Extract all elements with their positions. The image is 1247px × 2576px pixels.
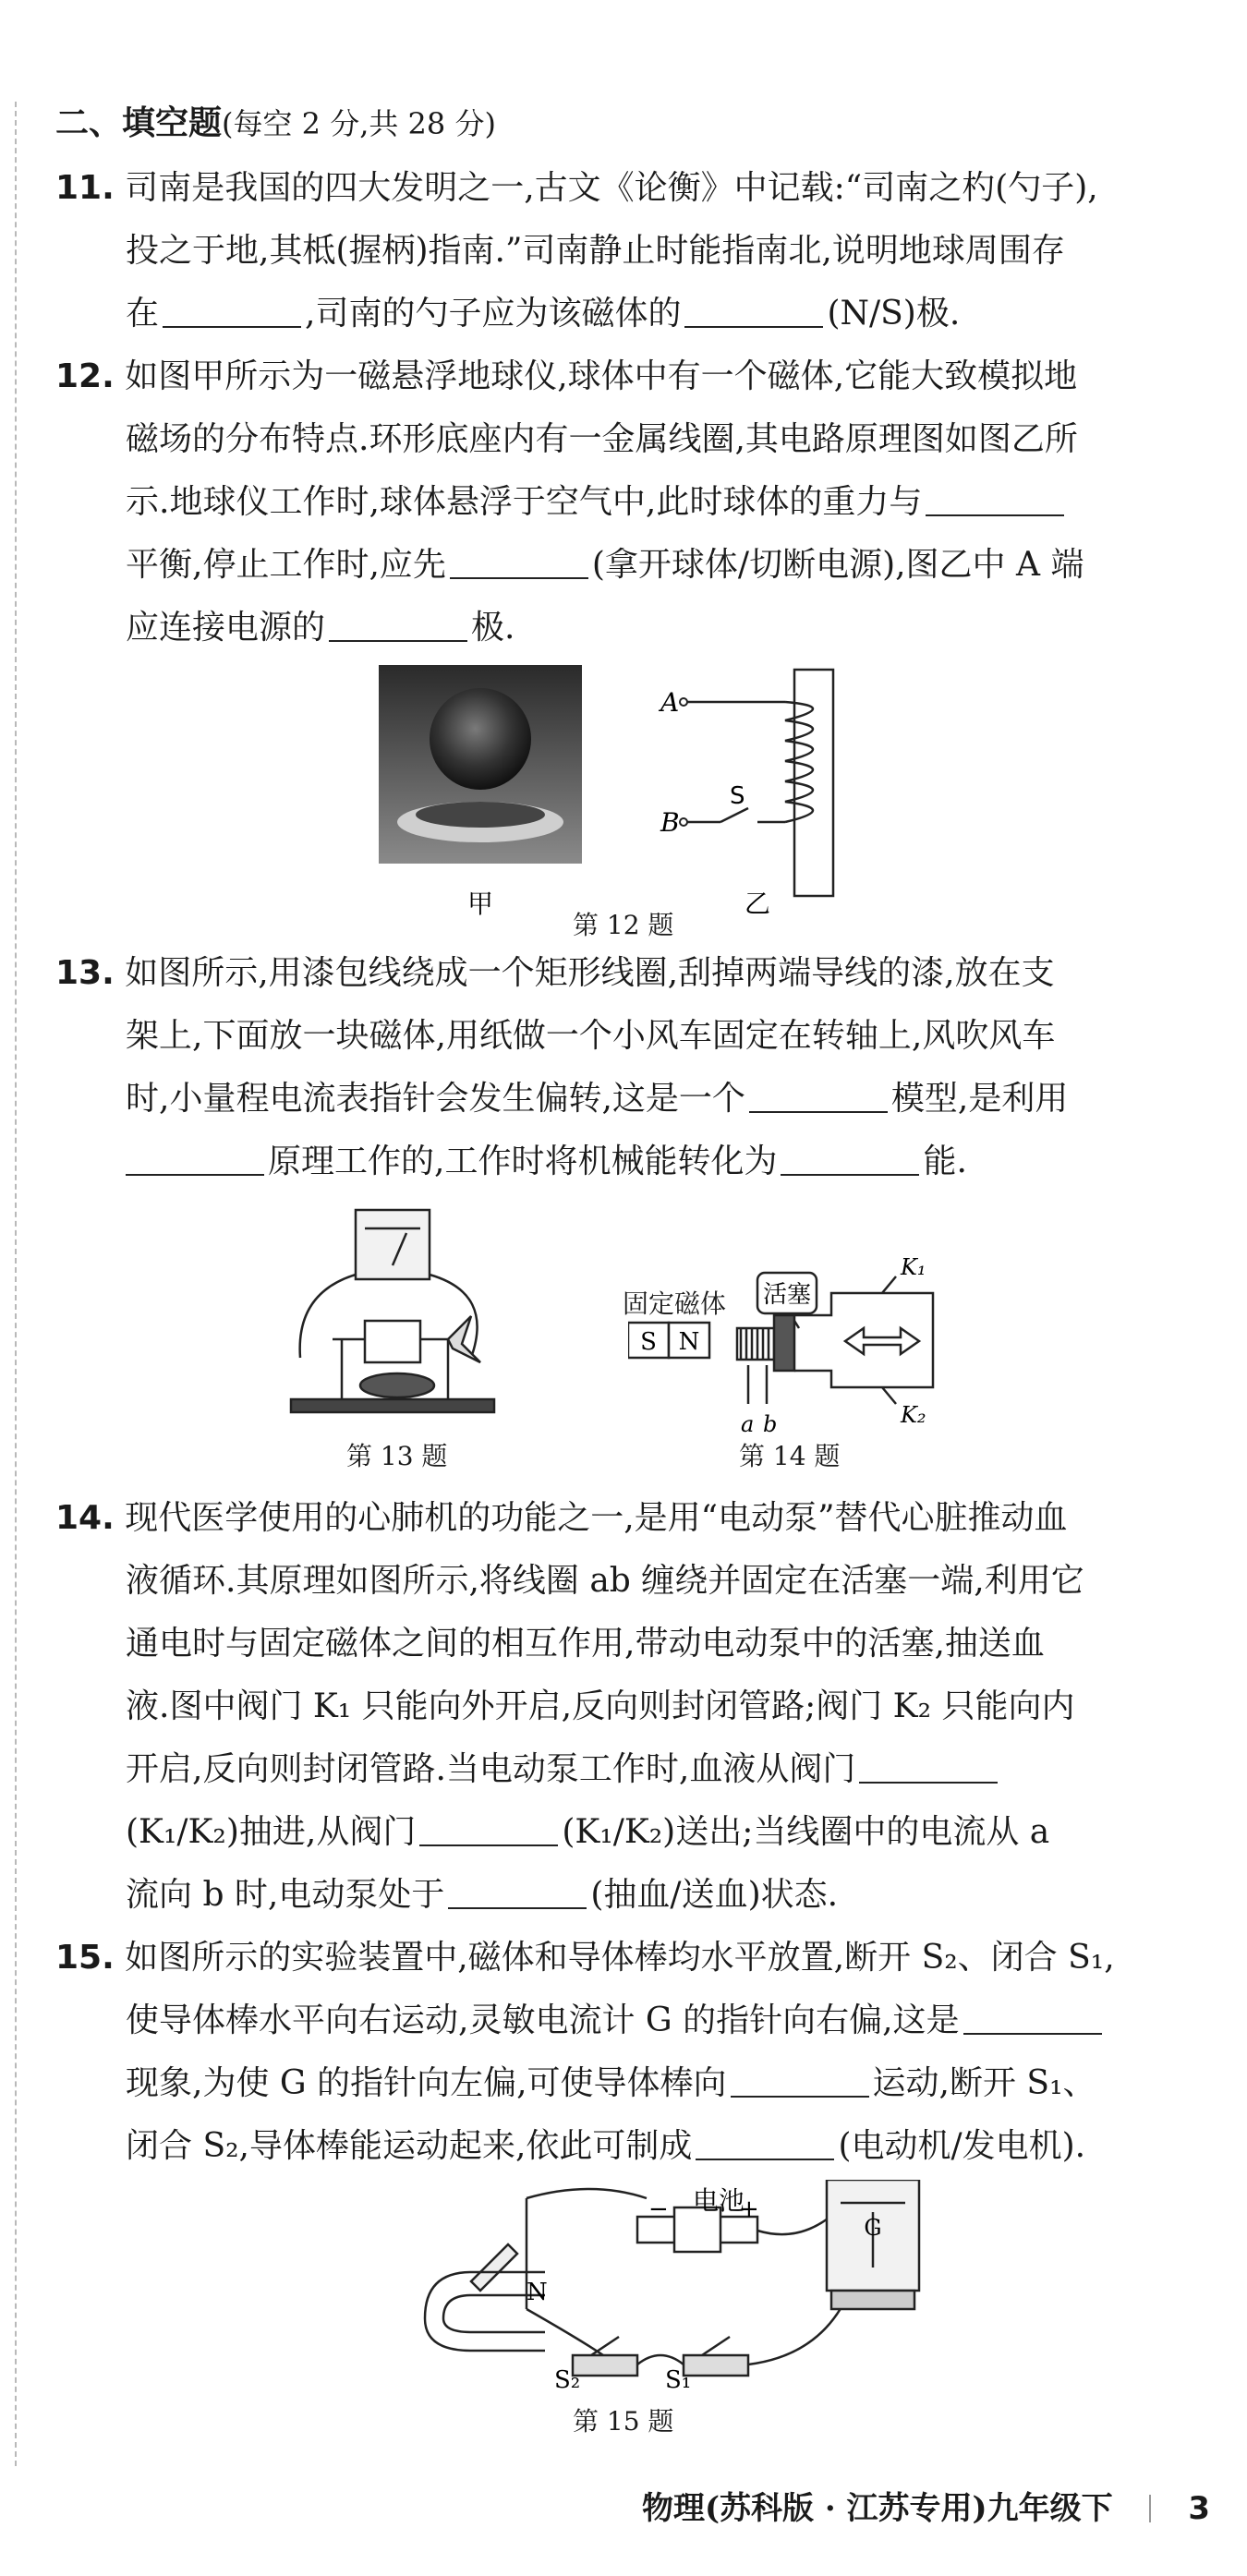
q15-text-4a: 闭合 S₂,导体棒能运动起来,依此可制成	[126, 2127, 693, 2165]
q13-text-4b: 原理工作的,工作时将机械能转化为	[268, 1143, 778, 1180]
q15-line-2	[126, 1999, 1106, 2043]
q15-label-plus: +	[739, 2195, 759, 2223]
q15-caption: 第 15 题	[573, 2406, 674, 2437]
q14-text-6b: (K₁/K₂)送出;当线圈中的电流从 a	[562, 1813, 1050, 1851]
q13-line-1	[55, 951, 1055, 996]
q14-line-5	[126, 1748, 1001, 1792]
q12-line-3	[126, 480, 1068, 525]
q15-figure	[406, 2180, 942, 2392]
q14-label-K1: K₁	[901, 1256, 926, 1280]
page-number: 3	[1188, 2490, 1210, 2527]
q14-label-b: b	[763, 1411, 778, 1437]
q12-line-1	[55, 355, 1077, 399]
q15-line-4	[126, 2124, 1085, 2169]
q12-label-S: S	[730, 782, 745, 810]
q14-number: 14.	[55, 1499, 115, 1537]
q12-line-4	[126, 543, 1084, 587]
section-note: (每空 2 分,共 28 分)	[222, 106, 496, 141]
q14-blank-2[interactable]	[419, 1813, 558, 1846]
section-title: 二、填空题	[55, 104, 223, 142]
q11-blank-2[interactable]	[684, 295, 823, 328]
q15-text-3a: 现象,为使 G 的指针向左偏,可使导体棒向	[126, 2064, 727, 2102]
q13-line-2: 架上,下面放一块磁体,用纸做一个小风车固定在转轴上,风吹风车	[126, 1017, 1056, 1055]
q11-blank-1[interactable]	[163, 295, 301, 328]
q11-number: 11.	[55, 169, 115, 207]
q12-text-4a: 平衡,停止工作时,应先	[126, 546, 446, 584]
q15-text-3b: 运动,断开 S₁、	[872, 2064, 1096, 2102]
q15-blank-3[interactable]	[696, 2127, 834, 2160]
q14-line-2: 液循环.其原理如图所示,将线圈 ab 缠绕并固定在活塞一端,利用它	[126, 1562, 1084, 1600]
q14-line-7	[126, 1873, 838, 1917]
q13-caption: 第 13 题	[346, 1441, 448, 1471]
q11-line-2: 投之于地,其柢(握柄)指南.”司南静止时能指南北,说明地球周围存	[126, 232, 1065, 270]
q12-blank-1[interactable]	[926, 483, 1064, 516]
q14-text-1: 现代医学使用的心肺机的功能之一,是用“电动泵”替代心脏推动血	[125, 1499, 1068, 1537]
q11-text-3b: ,司南的勺子应为该磁体的	[305, 295, 682, 333]
q14-label-K2: K₂	[901, 1402, 926, 1428]
q13-line-4	[126, 1140, 967, 1184]
q12-label-A: A	[660, 687, 680, 718]
q14-text-7a: 流向 b 时,电动泵处于	[126, 1876, 445, 1914]
q15-blank-2[interactable]	[731, 2064, 869, 2098]
q12-label-B: B	[660, 807, 680, 838]
q15-line-3	[126, 2062, 1096, 2106]
q12-text-4b: (拿开球体/切断电源),图乙中 A 端	[591, 546, 1084, 584]
q11-text-3c: (N/S)极.	[827, 295, 961, 333]
q14-blank-3[interactable]	[448, 1876, 587, 1909]
q14-line-1	[55, 1496, 1068, 1541]
q12-caption: 第 12 题	[573, 910, 674, 940]
q14-label-piston: 活塞	[762, 1281, 812, 1309]
q12-number: 12.	[55, 357, 115, 395]
q12-text-1: 如图甲所示为一磁悬浮地球仪,球体中有一个磁体,它能大致模拟地	[125, 357, 1078, 395]
q12-blank-2[interactable]	[450, 546, 588, 579]
q14-caption: 第 14 题	[739, 1441, 841, 1471]
q12-blank-3[interactable]	[329, 609, 467, 642]
q11-text-1: 司南是我国的四大发明之一,古文《论衡》中记载:“司南之杓(勺子),	[125, 169, 1098, 207]
q14-line-6	[126, 1810, 1049, 1855]
q15-label-minus: −	[648, 2195, 669, 2223]
q15-line-1	[55, 1936, 1115, 1980]
q15-label-battery: 电池	[693, 2185, 745, 2216]
q15-text-4b: (电动机/发电机).	[838, 2127, 1086, 2165]
q11-line-3	[126, 292, 960, 336]
q12-text-3a: 示.地球仪工作时,球体悬浮于空气中,此时球体的重力与	[126, 483, 923, 521]
q14-magnet-N: N	[678, 1328, 700, 1356]
q12-text-5a: 应连接电源的	[126, 609, 326, 647]
coil-circuit-diagram	[684, 670, 833, 896]
q13-text-1: 如图所示,用漆包线绕成一个矩形线圈,刮掉两端导线的漆,放在支	[125, 954, 1055, 992]
footer-divider	[1149, 2495, 1151, 2522]
q15-label-N: N	[527, 2279, 548, 2306]
q13-blank-2[interactable]	[126, 1143, 264, 1176]
q13-number: 13.	[55, 954, 115, 992]
q13-blank-1[interactable]	[749, 1080, 888, 1113]
footer-book-title: 物理(苏科版 · 江苏专用)九年级下	[641, 2490, 1113, 2527]
q14-text-7b: (抽血/送血)状态.	[590, 1876, 839, 1914]
q15-label-S1: S₁	[665, 2366, 692, 2392]
q14-line-3: 通电时与固定磁体之间的相互作用,带动电动泵中的活塞,抽送血	[126, 1625, 1045, 1663]
q13-blank-3[interactable]	[781, 1143, 919, 1176]
levitating-globe-photo	[379, 665, 582, 864]
q13-line-3	[126, 1077, 1068, 1121]
q11-line-1	[55, 166, 1098, 211]
q12-label-jia: 甲	[466, 889, 494, 919]
q14-magnet-S: S	[640, 1328, 657, 1356]
q14-figure	[628, 1256, 970, 1441]
q12-line-5	[126, 606, 515, 650]
q14-text-5a: 开启,反向则封闭管路.当电动泵工作时,血液从阀门	[126, 1750, 856, 1788]
binding-margin-line	[15, 102, 17, 2466]
page-footer	[642, 2483, 1210, 2528]
q14-label-fixed-magnet: 固定磁体	[623, 1288, 727, 1319]
q11-text-3a: 在	[126, 295, 160, 333]
q12-label-yi: 乙	[744, 889, 771, 919]
q15-text-1: 如图所示的实验装置中,磁体和导体棒均水平放置,断开 S₂、闭合 S₁,	[125, 1939, 1115, 1977]
q15-number: 15.	[55, 1939, 115, 1977]
q13-text-3a: 时,小量程电流表指针会发生偏转,这是一个	[126, 1080, 745, 1118]
q15-label-S2: S₂	[554, 2366, 581, 2392]
q12-line-2: 磁场的分布特点.环形底座内有一金属线圈,其电路原理图如图乙所	[126, 420, 1078, 458]
q14-line-4: 液.图中阀门 K₁ 只能向外开启,反向则封闭管路;阀门 K₂ 只能向内	[126, 1687, 1075, 1725]
q13-text-3b: 模型,是利用	[890, 1080, 1069, 1118]
q13-figure	[286, 1201, 508, 1432]
q12-text-5b: 极.	[471, 609, 515, 647]
q14-text-6a: (K₁/K₂)抽进,从阀门	[126, 1813, 417, 1851]
section-heading	[55, 102, 496, 146]
q13-text-4c: 能.	[923, 1143, 967, 1180]
q14-label-a: a	[741, 1411, 755, 1437]
q15-label-G: G	[864, 2215, 882, 2241]
q15-text-2a: 使导体棒水平向右运动,灵敏电流计 G 的指针向右偏,这是	[126, 2002, 960, 2039]
q15-blank-1[interactable]	[963, 2002, 1102, 2035]
q14-blank-1[interactable]	[859, 1750, 998, 1784]
